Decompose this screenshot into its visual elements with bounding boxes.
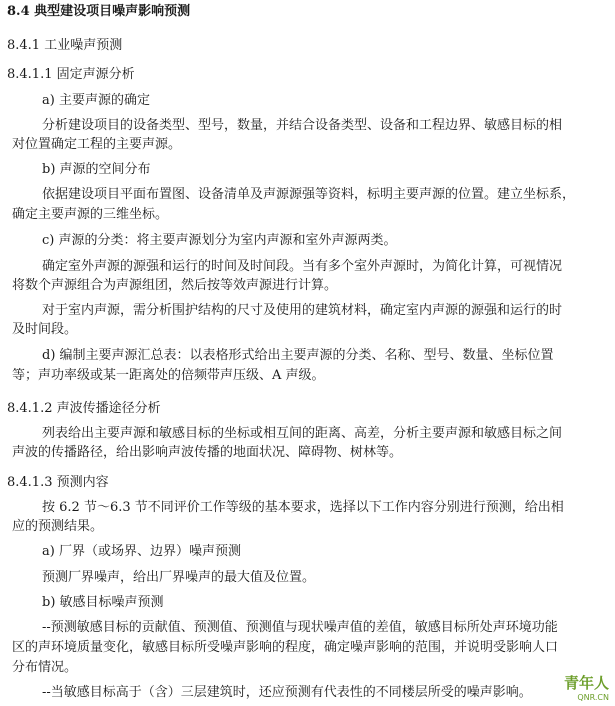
watermark-en: QNR.CN bbox=[577, 693, 609, 702]
paragraph-line: 区的声环境质量变化，敏感目标所受噪声影响的程度，确定噪声影响的范围，并说明受影响人口 bbox=[12, 640, 559, 655]
watermark-logo bbox=[564, 672, 609, 702]
paragraph-line: 分布情况。 bbox=[12, 660, 78, 675]
paragraph-line: 预测厂界噪声，给出厂界噪声的最大值及位置。 bbox=[42, 570, 316, 585]
subsubsection-heading: 8.4.1.1 固定声源分析 bbox=[7, 67, 135, 82]
paragraph-line: 对位置确定工程的主要声源。 bbox=[12, 137, 182, 152]
item-label: b) 敏感目标噪声预测 bbox=[42, 595, 164, 610]
paragraph-line: 按 6.2 节～6.3 节不同评价工作等级的基本要求，选择以下工作内容分别进行预测，给出相 bbox=[42, 500, 564, 515]
paragraph-line: 依据建设项目平面布置图、设备清单及声源源强等资料，标明主要声源的位置。建立坐标系， bbox=[42, 187, 576, 202]
paragraph-line: --预测敏感目标的贡献值、预测值、预测值与现状噪声值的差值，敏感目标所处声环境功能 bbox=[42, 620, 558, 635]
watermark-cn: 青年人 bbox=[563, 674, 609, 692]
subsubsection-heading: 8.4.1.2 声波传播途径分析 bbox=[7, 401, 161, 416]
paragraph-line: 确定室外声源的源强和运行的时间及时间段。当有多个室外声源时，为简化计算，可视情况 bbox=[42, 259, 563, 274]
paragraph-line: 等；声功率级或某一距离处的倍频带声压级、A 声级。 bbox=[12, 368, 325, 383]
paragraph-line: 应的预测结果。 bbox=[12, 519, 104, 534]
paragraph-line: 声波的传播路径，给出影响声波传播的地面状况、障碍物、树林等。 bbox=[12, 445, 403, 460]
paragraph-line: 对于室内声源，需分析围护结构的尺寸及使用的建筑材料，确定室内声源的源强和运行的时 bbox=[42, 303, 563, 318]
item-label: d) 编制主要声源汇总表：以表格形式给出主要声源的分类、名称、型号、数量、坐标位置 bbox=[42, 348, 554, 363]
item-label: c) 声源的分类：将主要声源划分为室内声源和室外声源两类。 bbox=[42, 233, 397, 248]
paragraph-line: --当敏感目标高于（含）三层建筑时，还应预测有代表性的不同楼层所受的噪声影响。 bbox=[42, 685, 532, 700]
item-label: a) 主要声源的确定 bbox=[42, 93, 150, 108]
subsection-heading: 8.4.1 工业噪声预测 bbox=[7, 38, 123, 53]
paragraph-line: 将数个声源组合为声源组团，然后按等效声源进行计算。 bbox=[12, 278, 338, 293]
paragraph-line: 确定主要声源的三维坐标。 bbox=[12, 207, 169, 222]
item-label: b) 声源的空间分布 bbox=[42, 162, 151, 177]
section-heading: 8.4 典型建设项目噪声影响预测 bbox=[7, 4, 191, 19]
paragraph-line: 及时间段。 bbox=[12, 322, 78, 337]
item-label: a) 厂界（或场界、边界）噪声预测 bbox=[42, 544, 241, 559]
paragraph-line: 列表给出主要声源和敏感目标的坐标或相互间的距离、高差，分析主要声源和敏感目标之间 bbox=[42, 426, 563, 441]
paragraph-line: 分析建设项目的设备类型、型号，数量，并结合设备类型、设备和工程边界、敏感目标的相 bbox=[42, 118, 563, 133]
subsubsection-heading: 8.4.1.3 预测内容 bbox=[7, 475, 109, 490]
